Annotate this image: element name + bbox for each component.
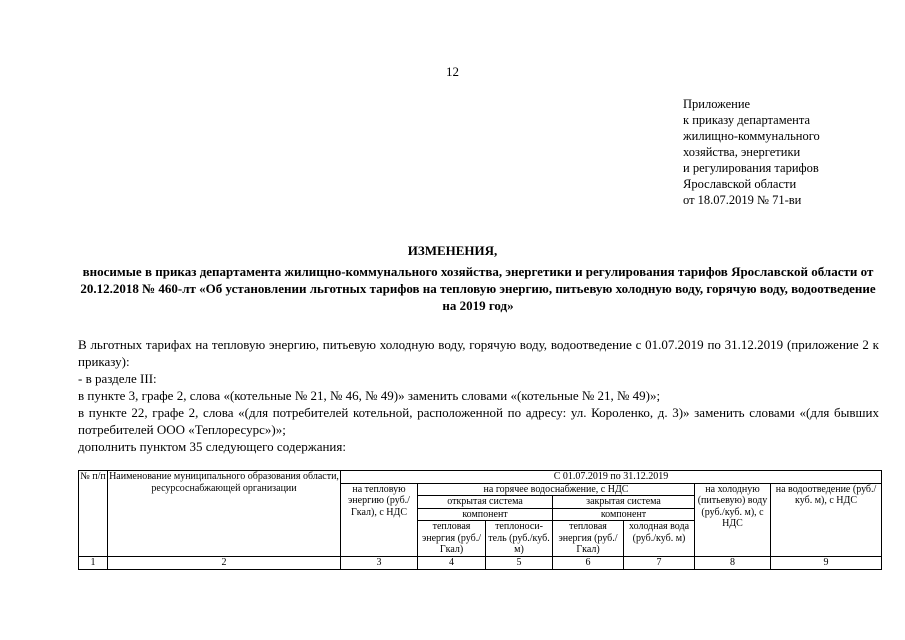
header-open-heat: тепловая энергия (руб./Гкал): [418, 521, 486, 557]
header-num: № п/п: [79, 471, 108, 557]
appendix-line: хозяйства, энергетики: [683, 145, 801, 159]
column-number: 8: [695, 556, 771, 569]
header-heat: на тепловую энергию (руб./Гкал), с НДС: [341, 483, 418, 556]
paragraph-item-3: в пункте 3, графе 2, слова «(котельные № 21, № 46, № 49)» заменить словами «(котельные № 21, № 49)»;: [78, 388, 661, 403]
paragraph-item-35: дополнить пунктом 35 следующего содержания:: [78, 439, 346, 454]
tariff-table: [78, 470, 882, 570]
header-cold-water: на холодную (питьевую) воду (руб./куб. м), с НДС: [695, 483, 771, 556]
header-closed-cold: холодная вода (руб./куб. м): [624, 521, 695, 557]
column-number: 1: [79, 556, 108, 569]
header-component: компонент: [553, 508, 695, 521]
body-text: [78, 336, 879, 455]
column-number: 6: [553, 556, 624, 569]
appendix-line: жилищно-коммунального: [683, 129, 820, 143]
document-title: ИЗМЕНЕНИЯ,: [407, 243, 498, 258]
appendix-line: Приложение: [683, 97, 751, 111]
header-hot-water: на горячее водоснабжение, с НДС: [418, 483, 695, 496]
header-component: компонент: [418, 508, 553, 521]
appendix-line: и регулирования тарифов: [683, 161, 819, 175]
header-sewage: на водоотведение (руб./куб. м), с НДС: [771, 483, 882, 556]
paragraph-intro: В льготных тарифах на тепловую энергию, питьевую холодную воду, горячую воду, водоотведение с 01.07.2019 по 31.12.2019 (приложение 2 к приказу):: [78, 337, 879, 369]
header-open-carrier: теплоноси-тель (руб./куб. м): [486, 521, 553, 557]
column-number: 4: [418, 556, 486, 569]
header-closed-heat: тепловая энергия (руб./Гкал): [553, 521, 624, 557]
appendix-line: от 18.07.2019 № 71-ви: [683, 193, 802, 207]
paragraph-section: - в разделе III:: [78, 371, 157, 386]
column-number: 7: [624, 556, 695, 569]
appendix-line: к приказу департамента: [683, 113, 811, 127]
header-closed-system: закрытая система: [553, 496, 695, 509]
appendix-line: Ярославской области: [683, 177, 797, 191]
header-period: С 01.07.2019 по 31.12.2019: [341, 471, 882, 484]
page-number: 12: [446, 64, 459, 79]
column-number: 9: [771, 556, 882, 569]
column-number: 3: [341, 556, 418, 569]
column-number: 5: [486, 556, 553, 569]
appendix-block: [683, 96, 820, 208]
header-open-system: открытая система: [418, 496, 553, 509]
header-name: Наименование муниципального образования области, ресурсоснабжающей организации: [108, 471, 341, 557]
document-subtitle: вносимые в приказ департамента жилищно-коммунального хозяйства, энергетики и регулирования тарифов Ярославской области от 20.12.2018 № 460-лт «Об установлении льготных тарифов на тепловую энергию, питьевую холодную воду, горячую воду, водоотведение на 2019 год»: [80, 264, 876, 313]
column-number: 2: [108, 556, 341, 569]
paragraph-item-22: в пункте 22, графе 2, слова «(для потребителей котельной, расположенной по адресу: ул. Короленко, д. 3)» заменить словами «(для бывших потребителей ООО «Теплоресурс»)»;: [78, 405, 879, 437]
